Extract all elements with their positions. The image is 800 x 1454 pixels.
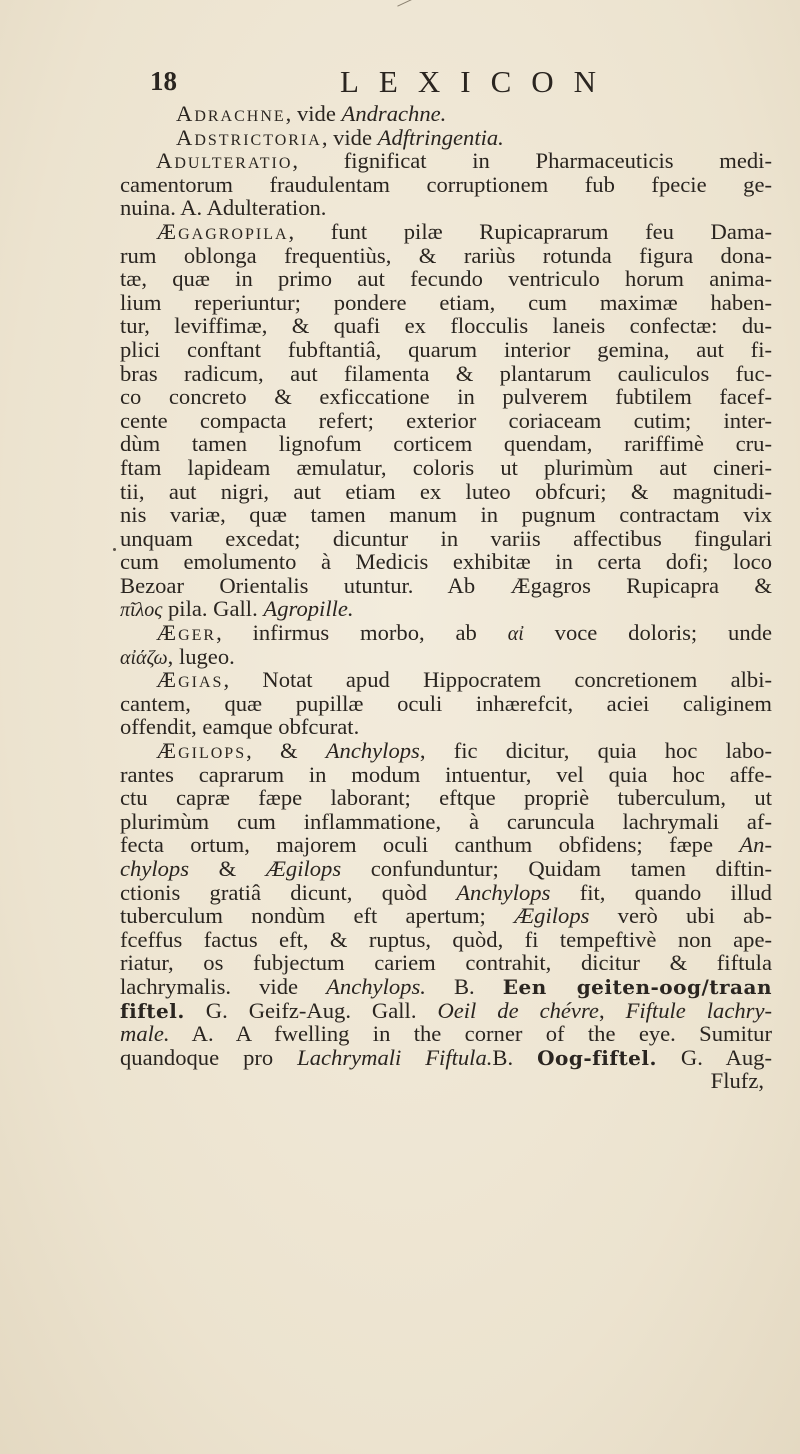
text-run: , infirmus morbo, ab [216, 620, 508, 646]
text-line [120, 126, 772, 150]
text-run: , fignificat in Pharmaceuticis medi- [292, 148, 772, 174]
text-run: pila. Gall. [162, 596, 264, 622]
italic-term: Ægilops [514, 903, 590, 929]
text-run: , lugeo. [167, 643, 235, 669]
blackletter-term: Oog-fiftel. [537, 1045, 657, 1070]
text-run: rum oblonga frequentiùs, & rariùs rotunda figura dona- [120, 242, 772, 268]
text-line [120, 480, 772, 504]
text-run: fecta ortum, majorem oculi canthum obfidens; fæpe [120, 832, 740, 858]
text-line [120, 291, 772, 315]
page-number: 18 [150, 66, 177, 96]
text-line [120, 385, 772, 409]
blackletter-term: fiftel. [120, 998, 185, 1023]
text-line [120, 621, 772, 645]
text-run: cantem, quæ pupillæ oculi inhærefcit, aciei caliginem [120, 690, 772, 716]
text-run: , vide [321, 124, 378, 150]
text-run: dùm tamen lignofum corticem quendam, rariffimè cru- [120, 431, 772, 457]
text-line [120, 267, 772, 291]
cross-reference: Anchylops. [326, 973, 426, 999]
italic-term: Lachrymali Fiftula. [297, 1044, 493, 1070]
text-run: & [189, 856, 266, 881]
text-run: A. A fwelling in the corner of the eye. Sumitur [169, 1021, 772, 1047]
italic-term: Ægilops [265, 856, 342, 881]
text-run: tur, leviffimæ, & quafi ex flocculis laneis confectæ: du- [120, 313, 772, 339]
entry-headword: Ægagropila [156, 218, 289, 244]
text-run: , [598, 997, 626, 1023]
text-line [120, 456, 772, 480]
text-run: , Notat apud Hippocratem concretionem albi- [223, 667, 772, 693]
text-run: , funt pilæ Rupicaprarum feu Dama- [288, 218, 772, 244]
text-run: nis variæ, quæ tamen manum in pugnum contractam vix [120, 502, 772, 528]
text-run: voce doloris; unde [523, 620, 772, 646]
running-title: LEXICON [340, 64, 617, 99]
text-line [120, 739, 772, 763]
italic-term: Anchylops [456, 879, 551, 905]
text-run: , vide [285, 101, 342, 126]
text-line [120, 362, 772, 386]
text-run: , & [246, 738, 326, 764]
entry-headword: Adstrictoria [176, 124, 322, 150]
text-run: G. Aug- [656, 1044, 773, 1070]
text-run: fceffus factus eft, & ruptus, quòd, fi tempeftivè non ape- [120, 926, 772, 952]
text-line [120, 574, 772, 598]
text-run: tuberculum nondùm eft apertum; [120, 903, 515, 929]
text-run: B. [492, 1044, 538, 1070]
text-run: cum emolumento à Medicis exhibitæ in certa dofi; loco [120, 549, 772, 575]
text-line [120, 904, 772, 928]
text-run: quandoque pro [120, 1044, 298, 1070]
greek-word: αἰάζω [120, 646, 168, 669]
text-run: verò ubi ab- [589, 903, 773, 929]
text-run: lachrymalis. vide [120, 973, 327, 999]
ink-speck [113, 548, 116, 551]
text-line [120, 550, 772, 574]
text-line [120, 975, 772, 999]
text-run: G. Geifz-Aug. Gall. [184, 997, 438, 1023]
text-line [120, 1022, 772, 1046]
page-header [150, 62, 780, 102]
text-run: B. [425, 973, 503, 999]
text-run: riatur, os fubjectum cariem contrahit, dicitur & fiftula [120, 950, 772, 976]
text-line [120, 196, 772, 220]
text-line [120, 763, 772, 787]
text-run: nuina. A. Adulteration. [120, 195, 327, 221]
text-run: rantes caprarum in modum intuentur, vel quia hoc affe- [120, 761, 772, 787]
french-term: Agropille. [263, 596, 354, 622]
text-line [120, 220, 772, 244]
catchword [120, 1069, 772, 1093]
text-line [120, 786, 772, 810]
text-run: tæ, quæ in primo aut fecundo ventriculo horum anima- [120, 266, 772, 292]
text-line [120, 314, 772, 338]
text-run: cente compacta refert; exterior coriaceam cutim; inter- [120, 407, 772, 433]
entry-headword: Adulteratio [156, 148, 293, 174]
text-line [120, 645, 772, 669]
italic-term: An- [739, 832, 772, 858]
entry-headword: Ægias [156, 667, 224, 693]
french-term: Oeil de chévre [437, 997, 599, 1023]
text-run: camentorum fraudulentam corruptionem fub fpecie ge- [120, 171, 772, 197]
text-line [120, 409, 772, 433]
text-line [120, 833, 772, 857]
text-run: Flufz, [710, 1068, 764, 1094]
text-line [120, 102, 772, 126]
cross-reference: Anchylops [325, 738, 420, 764]
cross-reference: Andrachne. [341, 101, 447, 126]
text-run: tii, aut nigri, aut etiam ex luteo obfcuri; & magnitudi- [120, 478, 772, 504]
cross-reference: Adftringentia. [377, 124, 504, 150]
french-term: Fiftule lachry- [625, 997, 772, 1023]
text-line [120, 668, 772, 692]
text-line [120, 527, 772, 551]
text-line [120, 149, 772, 173]
text-line [120, 715, 772, 739]
text-run: plurimùm cum inflammatione, à caruncula lachrymali af- [120, 808, 772, 834]
entry-headword: Æger [156, 620, 217, 646]
french-term: male. [120, 1021, 170, 1047]
text-line [120, 951, 772, 975]
entry-headword: Adrachne [176, 101, 286, 126]
greek-word: πῖλος [120, 599, 163, 622]
text-line [120, 244, 772, 268]
text-line [120, 1046, 772, 1070]
text-line [120, 173, 772, 197]
text-line [120, 692, 772, 716]
text-line [120, 881, 772, 905]
entry-headword: Ægilops [156, 738, 247, 764]
text-run: lium reperiuntur; pondere etiam, cum maximæ haben- [120, 289, 772, 315]
text-run: bras radicum, aut filamenta & plantarum cauliculos fuc- [120, 360, 772, 386]
text-run: Bezoar Orientalis utuntur. Ab Ægagros Rupicapra & [120, 572, 772, 598]
text-run: fit, quando illud [550, 879, 772, 905]
italic-term: chylops [120, 856, 190, 881]
greek-word: αἰ [507, 623, 524, 646]
text-line [120, 503, 772, 527]
text-line [120, 597, 772, 621]
text-line [120, 857, 772, 881]
text-run: ctu capræ fæpe laborant; eftque propriè tuberculum, ut [120, 785, 772, 811]
text-run: , fic dicitur, quia hoc labo- [419, 738, 772, 764]
text-run: offendit, eamque obfcurat. [120, 714, 360, 740]
text-line [120, 338, 772, 362]
text-run: plici conftant fubftantiâ, quarum interior gemina, aut fi- [120, 336, 772, 362]
text-line [120, 432, 772, 456]
text-line [120, 810, 772, 834]
text-run: unquam excedat; dicuntur in variis affectibus fingulari [120, 525, 772, 551]
lexicon-text [120, 102, 772, 1093]
margin-pencil-mark [397, 0, 414, 12]
text-run: ftam lapideam æmulatur, coloris ut plurimùm aut cineri- [120, 454, 772, 480]
blackletter-term: Een geiten-oog/traan [502, 974, 773, 999]
text-line [120, 928, 772, 952]
text-run: co concreto & exficcatione in pulverem fubtilem facef- [120, 384, 772, 410]
text-run: confunduntur; Quidam tamen diftin- [341, 856, 772, 881]
text-line [120, 999, 772, 1023]
text-run: ctionis gratiâ dicunt, quòd [120, 879, 457, 905]
